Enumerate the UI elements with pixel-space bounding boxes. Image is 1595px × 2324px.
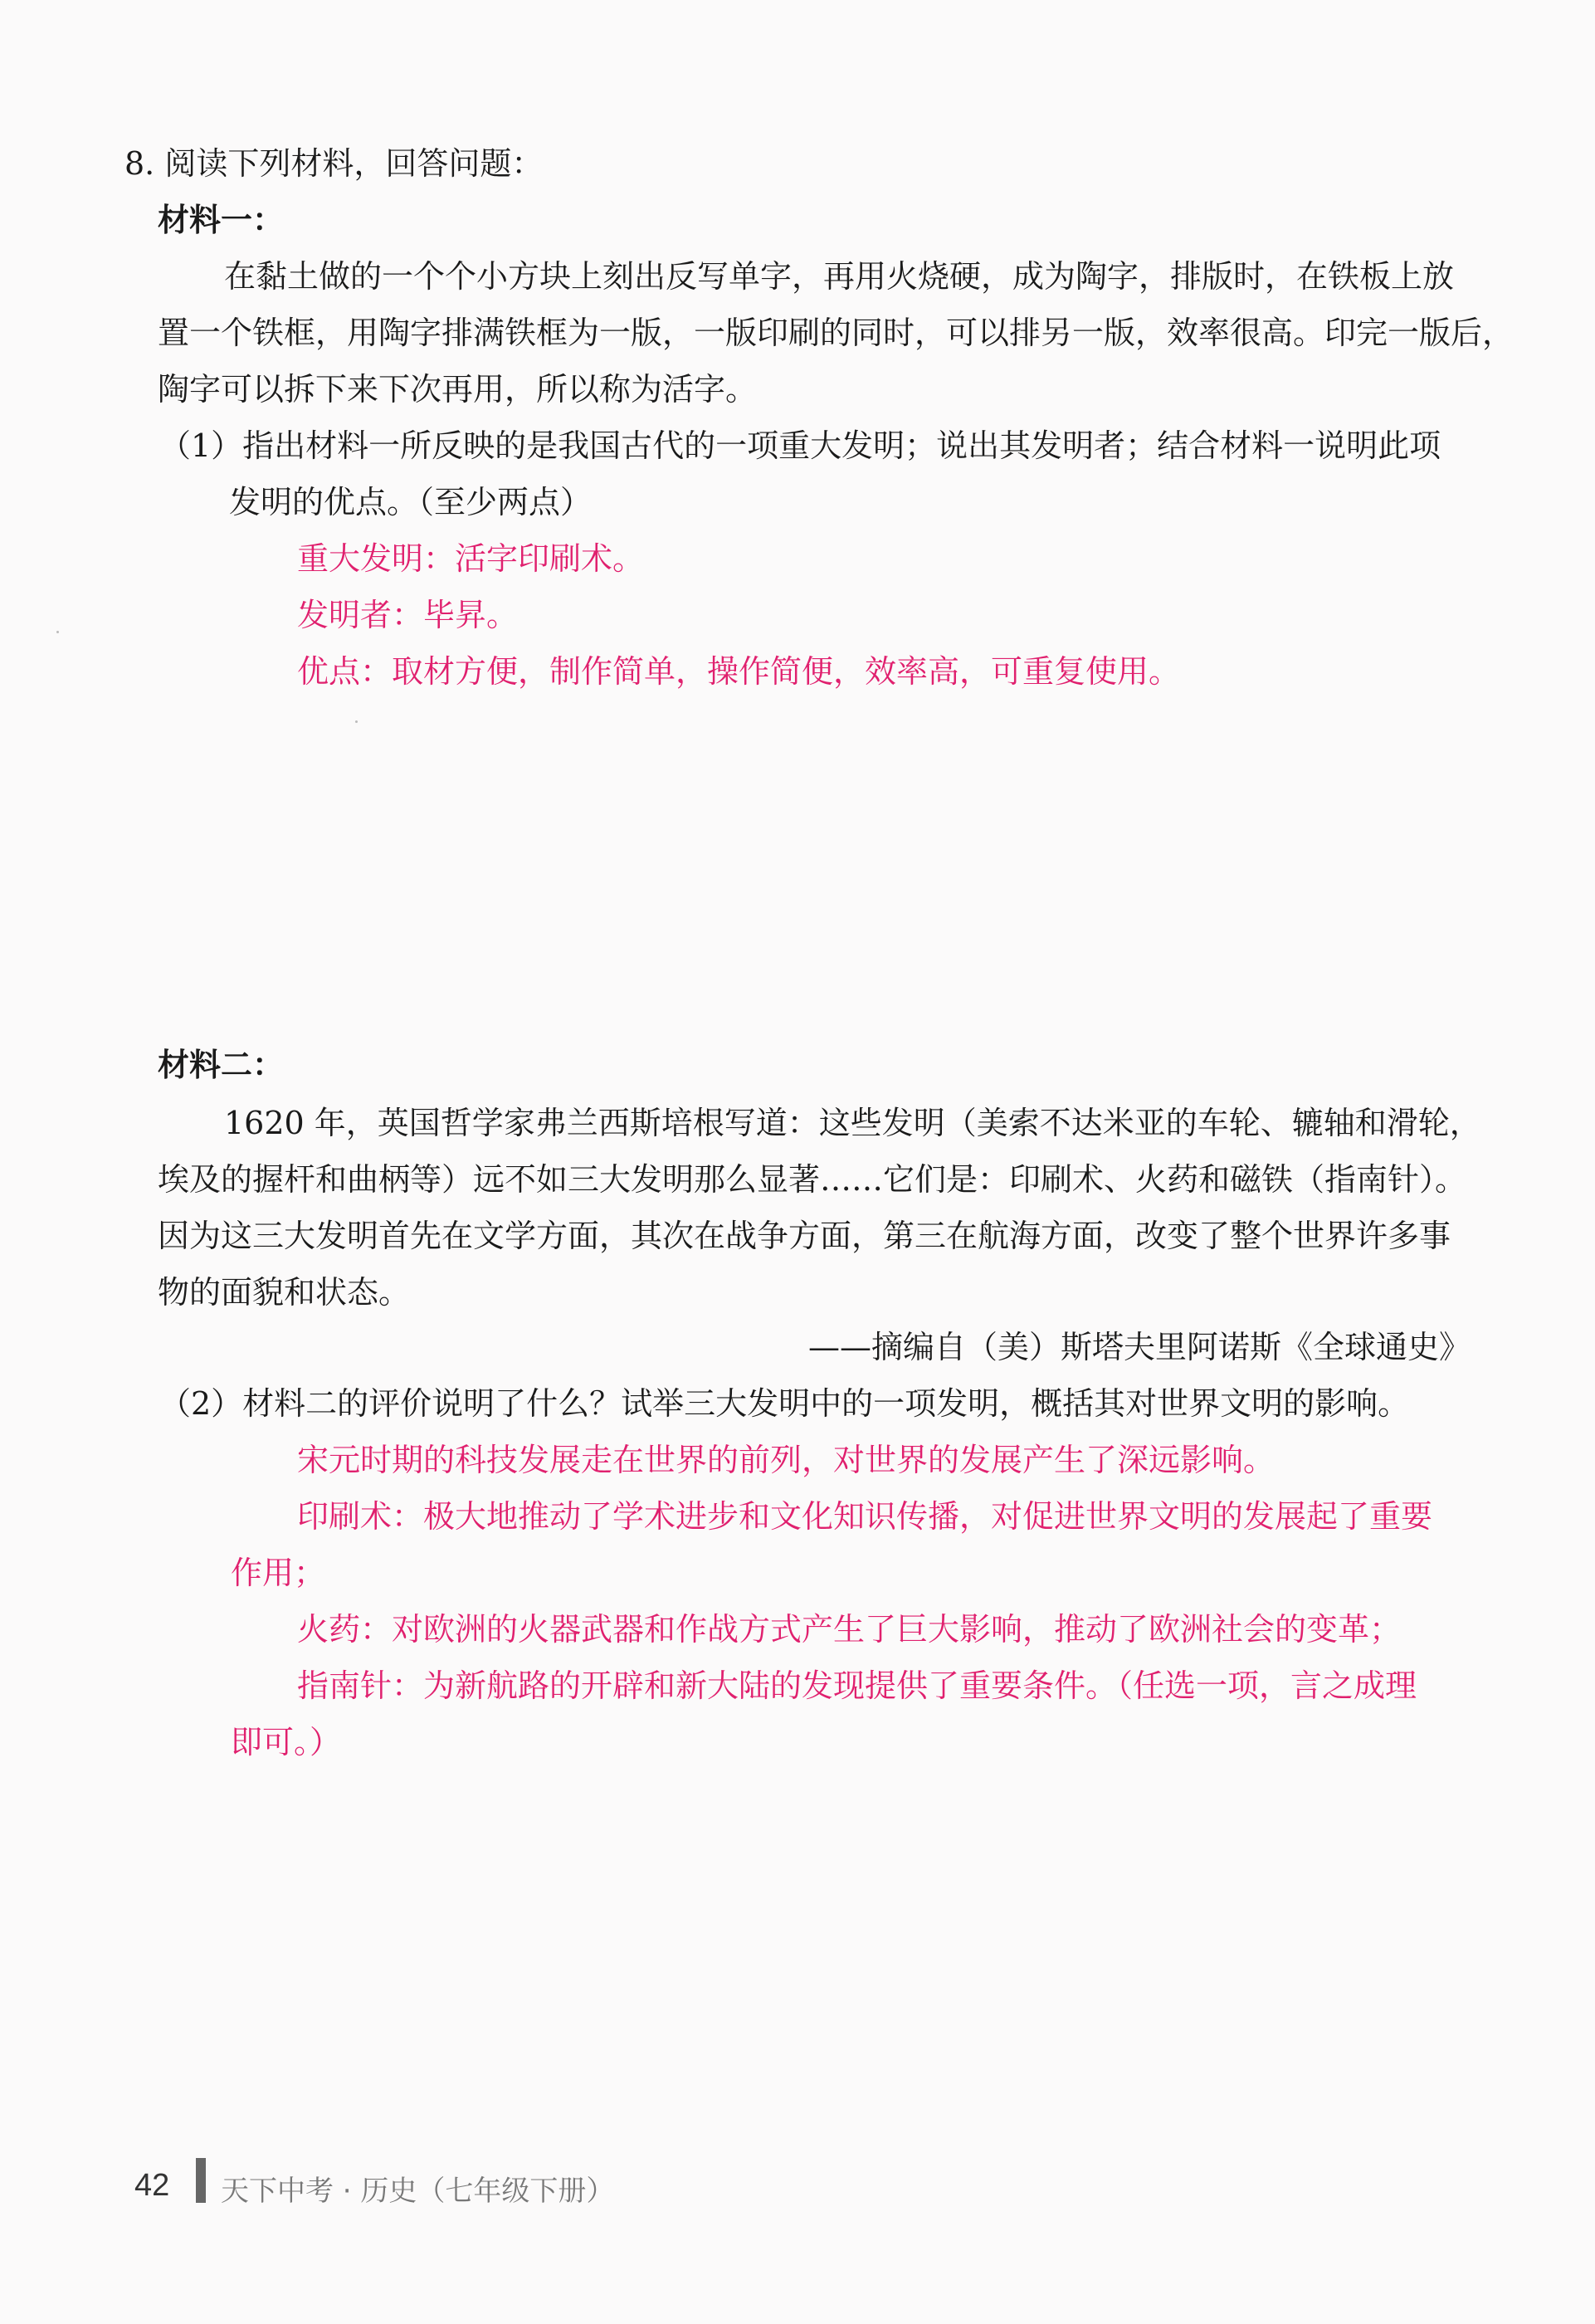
- material2-line: 埃及的握杆和曲柄等）远不如三大发明那么显著……它们是：印刷术、火药和磁铁（指南针）。: [158, 1161, 1467, 1198]
- page-number: 42: [134, 2168, 170, 2203]
- q1-text: 发明的优点。（至少两点）: [229, 484, 593, 520]
- q2-text: （2）材料二的评价说明了什么？试举三大发明中的一项发明，概括其对世界文明的影响。: [159, 1385, 1410, 1422]
- material2-line: 因为这三大发明首先在文学方面，其次在战争方面，第三在航海方面，改变了整个世界许多事: [158, 1218, 1451, 1254]
- footer-divider: [196, 2158, 206, 2203]
- material2-source: ——摘编自（美）斯塔夫里阿诺斯《全球通史》: [807, 1329, 1471, 1365]
- q2-answer: 指南针：为新航路的开辟和新大陆的发现提供了重要条件。（任选一项，言之成理: [297, 1667, 1417, 1704]
- material1-line: 在黏土做的一个个小方块上刻出反写单字，再用火烧硬，成为陶字，排版时，在铁板上放: [224, 258, 1455, 295]
- scan-speck: [56, 631, 59, 633]
- material2-label: 材料二：: [158, 1046, 285, 1083]
- material2-line: 1620 年，英国哲学家弗兰西斯培根写道：这些发明（美索不达米亚的车轮、辘轴和滑轮，: [224, 1105, 1481, 1141]
- q2-answer: 即可。）: [231, 1724, 342, 1760]
- material1-line: 陶字可以拆下来下次再用，所以称为活字。: [158, 371, 758, 408]
- q1-answer: 重大发明：活字印刷术。: [297, 540, 645, 577]
- q1-text: （1）指出材料一所反映的是我国古代的一项重大发明；说出其发明者；结合材料一说明此项: [159, 427, 1441, 464]
- q2-answer: 宋元时期的科技发展走在世界的前列，对世界的发展产生了深远影响。: [297, 1442, 1276, 1478]
- material2-line: 物的面貌和状态。: [158, 1274, 411, 1311]
- q2-answer: 火药：对欧洲的火器武器和作战方式产生了巨大影响，推动了欧洲社会的变革；: [297, 1611, 1402, 1648]
- q2-answer: 印刷术：极大地推动了学术进步和文化知识传播，对促进世界文明的发展起了重要: [297, 1498, 1433, 1535]
- q2-answer: 作用；: [231, 1555, 326, 1591]
- q1-answer: 优点：取材方便，制作简单，操作简便，效率高，可重复使用。: [297, 653, 1181, 690]
- material1-label: 材料一：: [158, 201, 285, 238]
- scan-speck: [355, 720, 358, 723]
- book-title: 天下中考 · 历史（七年级下册）: [221, 2175, 615, 2208]
- material1-line: 置一个铁框，用陶字排满铁框为一版，一版印刷的同时，可以排另一版，效率很高。印完一版后，: [158, 315, 1515, 351]
- q1-answer: 发明者：毕昇。: [297, 597, 519, 633]
- question-heading: 8. 阅读下列材料，回答问题：: [124, 145, 544, 182]
